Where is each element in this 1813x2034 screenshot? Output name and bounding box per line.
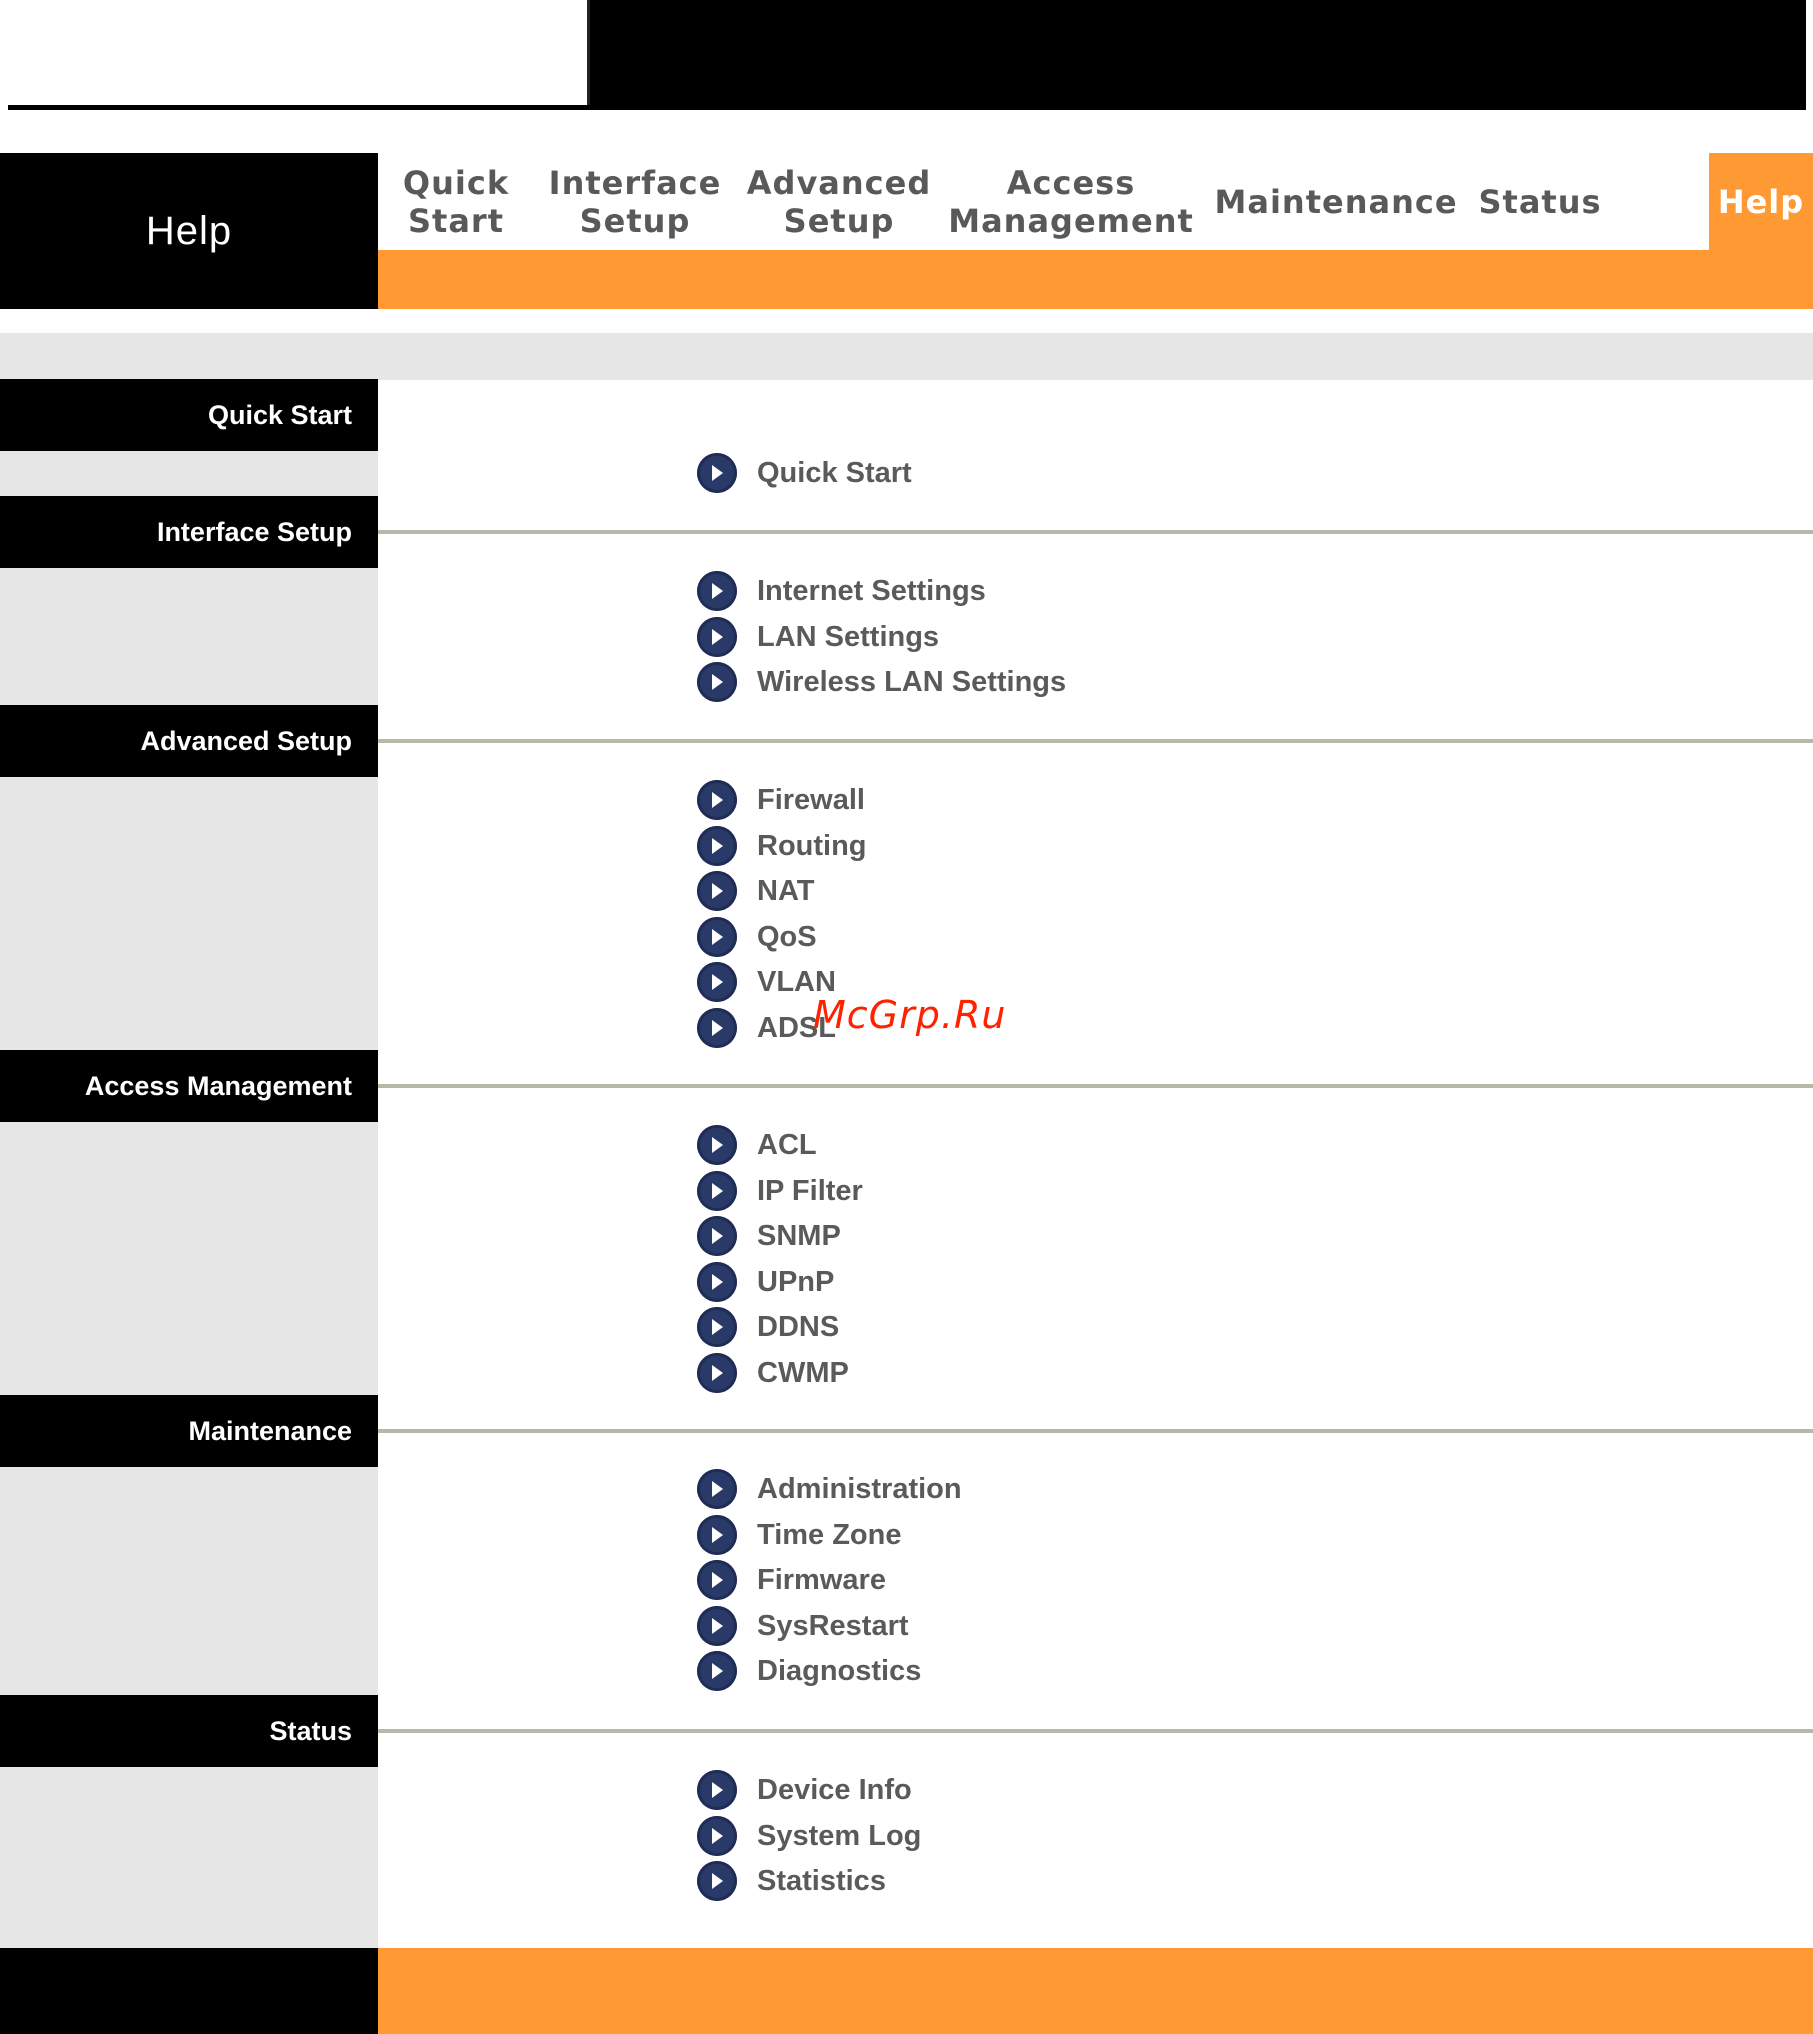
help-link-label: Statistics xyxy=(757,1864,886,1897)
arrow-circle-right-icon xyxy=(697,1770,737,1810)
help-link-label: Internet Settings xyxy=(757,574,986,607)
tab-label: Help xyxy=(1717,182,1805,221)
tab-label: Interface Setup xyxy=(548,163,722,240)
tab-label: Access Management xyxy=(948,163,1194,240)
help-link-label: ADSL xyxy=(757,1011,836,1044)
section-label-advanced-setup: Advanced Setup xyxy=(0,705,378,777)
arrow-circle-right-icon xyxy=(697,1307,737,1347)
arrow-circle-right-icon xyxy=(697,1008,737,1048)
help-link-label: Routing xyxy=(757,829,867,862)
arrow-circle-right-icon xyxy=(697,1515,737,1555)
help-link-label: Firewall xyxy=(757,783,865,816)
help-link-wireless-lan-settings[interactable] xyxy=(697,659,1066,705)
arrow-circle-right-icon xyxy=(697,662,737,702)
section-divider xyxy=(378,1084,1813,1088)
help-link-label: IP Filter xyxy=(757,1174,863,1207)
help-link-internet-settings[interactable] xyxy=(697,568,986,614)
help-link-firewall[interactable] xyxy=(697,777,865,823)
arrow-circle-right-icon xyxy=(697,780,737,820)
help-link-routing[interactable] xyxy=(697,823,867,869)
help-link-acl[interactable] xyxy=(697,1122,817,1168)
arrow-circle-right-icon xyxy=(697,1651,737,1691)
help-link-time-zone[interactable] xyxy=(697,1512,902,1558)
help-link-label: Administration xyxy=(757,1472,962,1505)
help-link-ip-filter[interactable] xyxy=(697,1168,863,1214)
help-link-label: CWMP xyxy=(757,1356,849,1389)
tab-label: Maintenance xyxy=(1214,182,1458,221)
help-link-label: LAN Settings xyxy=(757,620,940,653)
help-link-label: Time Zone xyxy=(757,1518,902,1551)
nav-underbar xyxy=(378,250,1813,309)
arrow-circle-right-icon xyxy=(697,826,737,866)
help-link-ddns[interactable] xyxy=(697,1304,839,1350)
help-link-label: UPnP xyxy=(757,1265,835,1298)
arrow-circle-right-icon xyxy=(697,1606,737,1646)
help-link-label: SNMP xyxy=(757,1219,841,1252)
brand-block xyxy=(0,153,378,309)
help-link-lan-settings[interactable] xyxy=(697,614,939,660)
arrow-circle-right-icon xyxy=(697,571,737,611)
section-label-status: Status xyxy=(0,1695,378,1767)
section-divider xyxy=(378,1729,1813,1733)
arrow-circle-right-icon xyxy=(697,917,737,957)
help-link-label: System Log xyxy=(757,1819,922,1852)
section-label-interface-setup: Interface Setup xyxy=(0,496,378,568)
tab-label: Quick Start xyxy=(402,163,510,240)
help-link-label: Diagnostics xyxy=(757,1654,922,1687)
help-link-label: Quick Start xyxy=(757,456,912,489)
arrow-circle-right-icon xyxy=(697,453,737,493)
help-link-qos[interactable] xyxy=(697,914,817,960)
arrow-circle-right-icon xyxy=(697,1171,737,1211)
help-link-label: SysRestart xyxy=(757,1609,909,1642)
top-banner xyxy=(587,0,1806,110)
help-link-label: Wireless LAN Settings xyxy=(757,665,1067,698)
help-link-system-log[interactable] xyxy=(697,1813,921,1859)
help-link-quick-start[interactable] xyxy=(697,450,912,496)
help-link-firmware[interactable] xyxy=(697,1557,886,1603)
arrow-circle-right-icon xyxy=(697,1353,737,1393)
tab-quick-start[interactable] xyxy=(378,153,534,250)
section-label-quick-start: Quick Start xyxy=(0,379,378,451)
tab-maintenance[interactable] xyxy=(1214,153,1458,250)
help-link-label: DDNS xyxy=(757,1310,840,1343)
top-rule xyxy=(8,105,1803,110)
tab-access-management[interactable] xyxy=(948,153,1194,250)
tab-status[interactable] xyxy=(1470,153,1610,250)
help-link-administration[interactable] xyxy=(697,1466,962,1512)
help-link-nat[interactable] xyxy=(697,868,814,914)
arrow-circle-right-icon xyxy=(697,1560,737,1600)
help-link-device-info[interactable] xyxy=(697,1767,912,1813)
tab-advanced-setup[interactable] xyxy=(748,153,930,250)
help-link-label: NAT xyxy=(757,874,815,907)
help-link-statistics[interactable] xyxy=(697,1858,886,1904)
help-link-label: Firmware xyxy=(757,1563,886,1596)
spacer-band xyxy=(0,333,1813,380)
tab-interface-setup[interactable] xyxy=(544,153,726,250)
section-label-maintenance: Maintenance xyxy=(0,1395,378,1467)
help-link-cwmp[interactable] xyxy=(697,1350,849,1396)
help-link-label: ACL xyxy=(757,1128,817,1161)
arrow-circle-right-icon xyxy=(697,962,737,1002)
page-title: Help xyxy=(145,208,233,253)
footer-left xyxy=(0,1948,378,2034)
section-label-access-management: Access Management xyxy=(0,1050,378,1122)
help-link-label: VLAN xyxy=(757,965,836,998)
help-link-snmp[interactable] xyxy=(697,1213,841,1259)
section-divider xyxy=(378,1429,1813,1433)
arrow-circle-right-icon xyxy=(697,871,737,911)
arrow-circle-right-icon xyxy=(697,1262,737,1302)
tab-help[interactable] xyxy=(1709,153,1813,250)
section-divider xyxy=(378,530,1813,534)
watermark: McGrp.Ru xyxy=(813,993,1007,1037)
help-link-upnp[interactable] xyxy=(697,1259,834,1305)
help-link-diagnostics[interactable] xyxy=(697,1648,921,1694)
arrow-circle-right-icon xyxy=(697,1216,737,1256)
help-link-label: QoS xyxy=(757,920,817,953)
section-divider xyxy=(378,739,1813,743)
footer-bar xyxy=(378,1948,1813,2034)
arrow-circle-right-icon xyxy=(697,617,737,657)
help-link-sysrestart[interactable] xyxy=(697,1603,909,1649)
arrow-circle-right-icon xyxy=(697,1125,737,1165)
tab-label: Status xyxy=(1478,182,1602,221)
help-link-label: Device Info xyxy=(757,1773,912,1806)
arrow-circle-right-icon xyxy=(697,1469,737,1509)
tab-label: Advanced Setup xyxy=(746,163,932,240)
arrow-circle-right-icon xyxy=(697,1816,737,1856)
arrow-circle-right-icon xyxy=(697,1861,737,1901)
